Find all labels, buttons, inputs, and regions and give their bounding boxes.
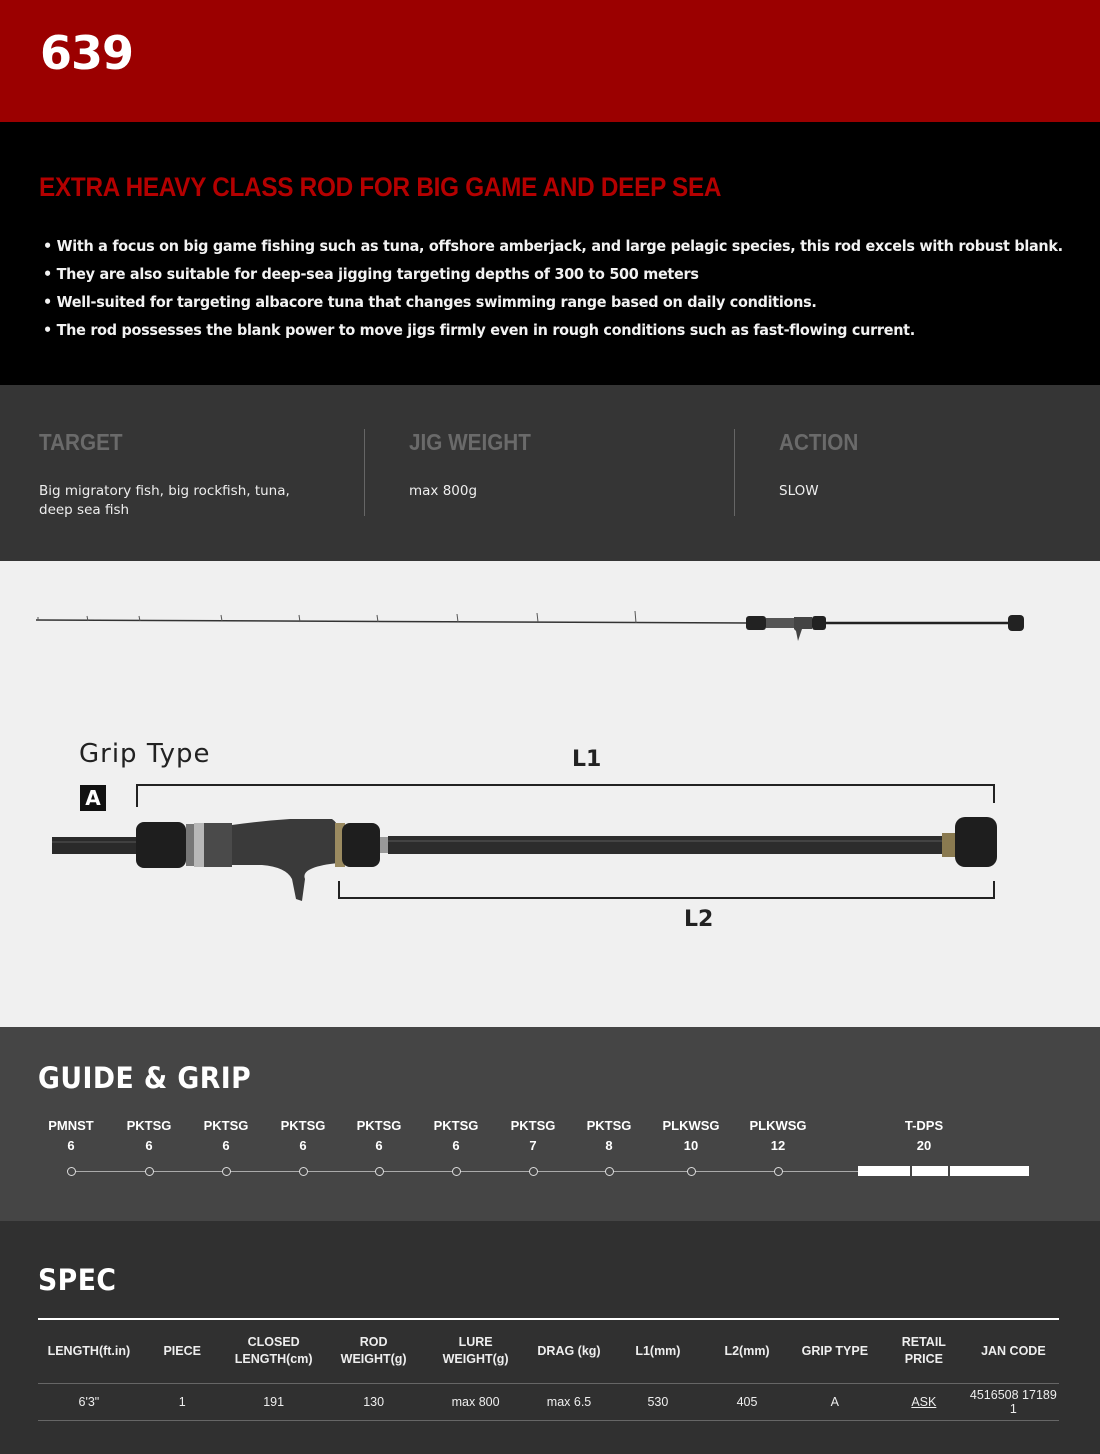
guide-name: PKTSG bbox=[356, 1118, 402, 1133]
grip-bar bbox=[858, 1166, 910, 1176]
guide-item bbox=[728, 1116, 828, 1156]
rod-diagram bbox=[0, 561, 1100, 1027]
guide-size: 6 bbox=[452, 1138, 460, 1153]
l2-bracket bbox=[339, 881, 994, 898]
jig-weight-label: JIG WEIGHT bbox=[409, 429, 531, 455]
guide-dot bbox=[299, 1167, 308, 1176]
guide-item bbox=[641, 1116, 741, 1156]
guide-name: PKTSG bbox=[203, 1118, 249, 1133]
spec-section bbox=[0, 1221, 1100, 1454]
feature-item: • They are also suitable for deep-sea jigging targeting depths of 300 to 500 meters bbox=[43, 260, 1063, 288]
grip-bar bbox=[912, 1166, 948, 1176]
reel-seat-name: T-DPS bbox=[904, 1118, 944, 1133]
closed-length-cell: 191 bbox=[225, 1383, 323, 1420]
guide-name: PKTSG bbox=[586, 1118, 632, 1133]
action-label: ACTION bbox=[779, 429, 859, 455]
column-divider bbox=[364, 429, 365, 516]
retail-price-cell bbox=[880, 1383, 968, 1420]
feature-item: • Well-suited for targeting albacore tuna that changes swimming range based on daily conditions. bbox=[43, 288, 1063, 316]
col-header: LENGTH(ft.in) bbox=[38, 1319, 140, 1383]
spec-table bbox=[38, 1318, 1059, 1421]
guide-size: 10 bbox=[683, 1138, 699, 1153]
guide-line bbox=[70, 1171, 860, 1172]
guide-dot bbox=[452, 1167, 461, 1176]
guide-size: 7 bbox=[529, 1138, 537, 1153]
grip-bar bbox=[950, 1166, 1029, 1176]
rod-weight-cell: 130 bbox=[323, 1383, 425, 1420]
spec-header-row bbox=[38, 1319, 1059, 1383]
guide-dot bbox=[222, 1167, 231, 1176]
l2-cell: 405 bbox=[704, 1383, 789, 1420]
model-number: 639 bbox=[40, 26, 134, 80]
lure-weight-cell: max 800 bbox=[425, 1383, 527, 1420]
l1-cell: 530 bbox=[611, 1383, 704, 1420]
grip-type-badge: A bbox=[80, 785, 106, 811]
guide-dot bbox=[67, 1167, 76, 1176]
guide-name: PKTSG bbox=[510, 1118, 556, 1133]
action-column bbox=[779, 429, 1079, 501]
target-value: Big migratory fish, big rockfish, tuna, deep sea fish bbox=[39, 483, 290, 518]
col-header: PIECE bbox=[140, 1319, 225, 1383]
guide-dot bbox=[375, 1167, 384, 1176]
guide-size: 8 bbox=[605, 1138, 613, 1153]
intro-section bbox=[0, 122, 1100, 385]
piece-cell: 1 bbox=[140, 1383, 225, 1420]
feature-item: • The rod possesses the blank power to move jigs firmly even in rough conditions such as fast-flowing current. bbox=[43, 316, 1063, 344]
guide-dot bbox=[605, 1167, 614, 1176]
reel-seat-size: 20 bbox=[916, 1138, 932, 1153]
grip-closeup-image bbox=[52, 817, 997, 901]
guide-size: 12 bbox=[770, 1138, 786, 1153]
col-header: L2(mm) bbox=[704, 1319, 789, 1383]
rod-illustration bbox=[0, 561, 1100, 1027]
grip-type-cell: A bbox=[790, 1383, 880, 1420]
drag-cell: max 6.5 bbox=[527, 1383, 612, 1420]
guide-size: 6 bbox=[67, 1138, 75, 1153]
l2-label: L2 bbox=[684, 907, 714, 932]
l1-bracket bbox=[137, 785, 994, 807]
jan-code-cell: 4516508 17189 1 bbox=[968, 1383, 1059, 1420]
col-header: JAN CODE bbox=[968, 1319, 1059, 1383]
col-header: GRIP TYPE bbox=[790, 1319, 880, 1383]
guide-dot bbox=[774, 1167, 783, 1176]
guide-name: PKTSG bbox=[126, 1118, 172, 1133]
guide-grip-title: GUIDE & GRIP bbox=[38, 1061, 252, 1095]
spec-row bbox=[38, 1383, 1059, 1420]
intro-title: EXTRA HEAVY CLASS ROD FOR BIG GAME AND DEEP SEA bbox=[39, 172, 722, 202]
guide-name: PMNST bbox=[48, 1118, 94, 1133]
target-label: TARGET bbox=[39, 429, 123, 455]
guide-grip-section bbox=[0, 1027, 1100, 1221]
length-cell: 6'3" bbox=[38, 1383, 140, 1420]
page-header bbox=[0, 0, 1100, 122]
target-column bbox=[39, 429, 339, 520]
action-value: SLOW bbox=[779, 483, 819, 499]
guide-dot bbox=[529, 1167, 538, 1176]
jig-weight-column bbox=[409, 429, 709, 501]
spec-title: SPEC bbox=[38, 1263, 117, 1297]
guide-dot bbox=[687, 1167, 696, 1176]
column-divider bbox=[734, 429, 735, 516]
guide-dot bbox=[145, 1167, 154, 1176]
guide-name: PLKWSG bbox=[749, 1118, 807, 1133]
ask-price-link[interactable]: ASK bbox=[911, 1394, 937, 1409]
jig-weight-value: max 800g bbox=[409, 483, 478, 499]
col-header: LURE WEIGHT(g) bbox=[425, 1319, 527, 1383]
guide-size: 6 bbox=[375, 1138, 383, 1153]
guide-size: 6 bbox=[145, 1138, 153, 1153]
col-header: CLOSED LENGTH(cm) bbox=[225, 1319, 323, 1383]
guide-size: 6 bbox=[222, 1138, 230, 1153]
guide-name: PKTSG bbox=[280, 1118, 326, 1133]
full-rod-image bbox=[36, 611, 1024, 641]
col-header: ROD WEIGHT(g) bbox=[323, 1319, 425, 1383]
guide-name: PKTSG bbox=[433, 1118, 479, 1133]
guide-size: 6 bbox=[299, 1138, 307, 1153]
grip-type-label: Grip Type bbox=[79, 739, 211, 769]
guide-name: PLKWSG bbox=[662, 1118, 720, 1133]
feature-list bbox=[43, 232, 1100, 344]
col-header: RETAIL PRICE bbox=[880, 1319, 968, 1383]
l1-label: L1 bbox=[572, 747, 602, 772]
reel-seat-item bbox=[874, 1116, 974, 1156]
quick-specs bbox=[0, 385, 1100, 561]
col-header: L1(mm) bbox=[611, 1319, 704, 1383]
feature-item: • With a focus on big game fishing such as tuna, offshore amberjack, and large pelagic species, this rod excels with robust blank. bbox=[43, 232, 1063, 260]
col-header: DRAG (kg) bbox=[527, 1319, 612, 1383]
